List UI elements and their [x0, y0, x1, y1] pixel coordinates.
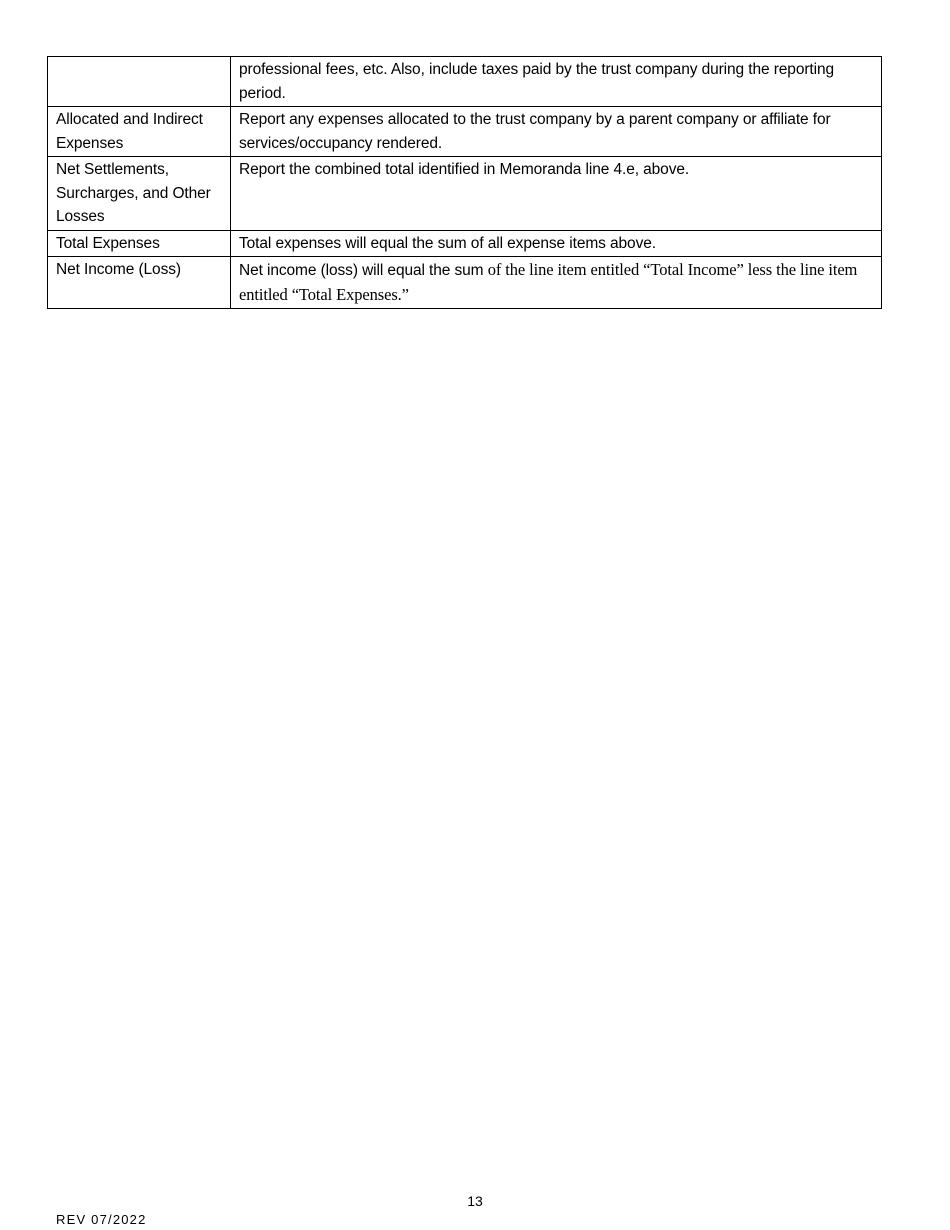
- page-number: 13: [467, 1193, 483, 1209]
- row-label: Total Expenses: [48, 230, 231, 257]
- row-label: [48, 57, 231, 107]
- row-description: Total expenses will equal the sum of all expense items above.: [231, 230, 882, 257]
- table-row: [48, 107, 882, 157]
- row-description: Report any expenses allocated to the trust company by a parent company or affiliate for services/occupancy rendered.: [231, 107, 882, 157]
- table-row: [48, 257, 882, 309]
- row-label: Net Settlements, Surcharges, and Other Losses: [48, 157, 231, 231]
- revision-label: REV 07/2022: [56, 1212, 147, 1227]
- row-label: Net Income (Loss): [48, 257, 231, 309]
- table-row: [48, 57, 882, 107]
- table-row: [48, 230, 882, 257]
- instructions-table: [47, 56, 882, 309]
- row-description: Report the combined total identified in Memoranda line 4.e, above.: [231, 157, 882, 231]
- description-serif-part: of the line item entitled “Total Income” less the line item entitled “Total Expenses.”: [239, 260, 858, 304]
- row-description: professional fees, etc. Also, include taxes paid by the trust company during the reporting period.: [231, 57, 882, 107]
- table-row: [48, 157, 882, 231]
- row-description: [231, 257, 882, 309]
- row-label: Allocated and Indirect Expenses: [48, 107, 231, 157]
- description-sans-part: Net income (loss) will equal the sum: [239, 262, 488, 279]
